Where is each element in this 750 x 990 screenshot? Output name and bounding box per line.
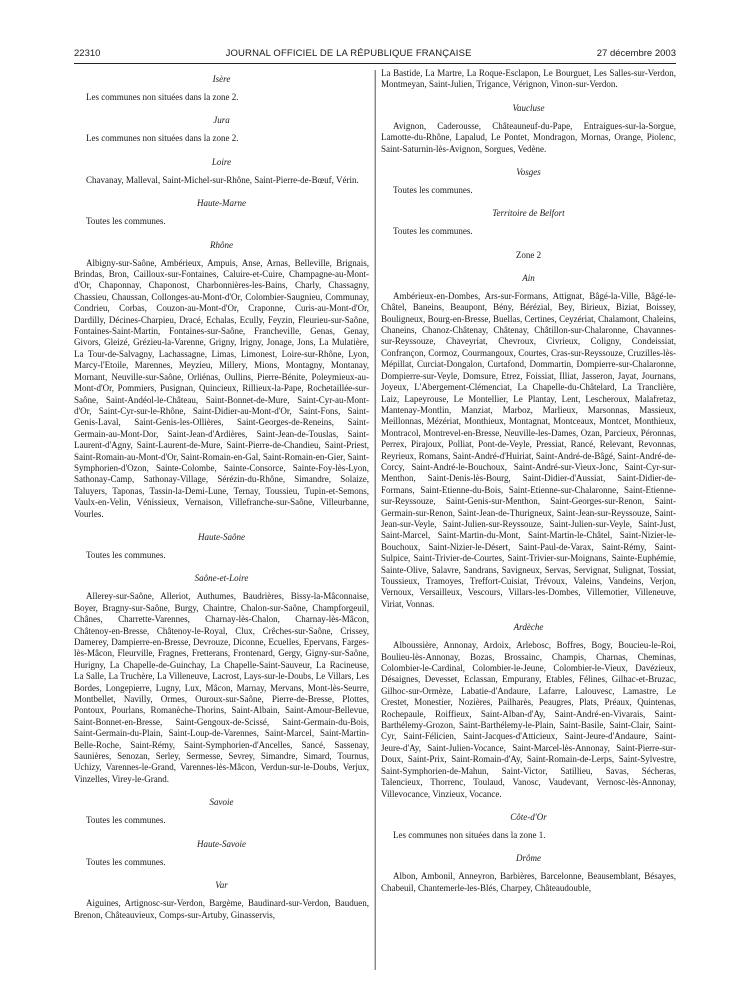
department-heading: Loire [211, 156, 232, 167]
journal-title: JOURNAL OFFICIEL DE LA RÉPUBLIQUE FRANÇAISE [225, 48, 472, 59]
department-heading: Côte-d'Or [510, 811, 547, 822]
department-section-territoire-de-belfort [381, 208, 676, 237]
department-section-ardeche [381, 622, 676, 800]
department-section-saone-et-loire [74, 573, 369, 785]
commune-list: Les communes non situées dans la zone 2. [86, 133, 239, 144]
issue-date: 27 décembre 2003 [596, 48, 676, 59]
department-heading: Savoie [209, 797, 234, 808]
continued-paragraph: La Bastide, La Martre, La Roque-Esclapon, Le Bourguet, Les Salles-sur-Verdon, Montmeyan, Saint-Julien, Trigance, Vérignon, Vinon-sur-Verdon. [381, 68, 676, 90]
commune-list: Toutes les communes. [393, 226, 473, 237]
commune-list: Alboussière, Annonay, Ardoix, Arlebosc, Boffres, Bogy, Boucieu-le-Roi, Boulieu-lès-Annonay, Bozas, Brossainc, Champis, Charnas, Cheminas, Colombier-le-Cardinal, Colombier-le-Jeune, Colombier-le-Vieux, Davézieux, Désaignes, Devesset, Eclassan, Empurany, Etables, Félines, Gilhac-et-Bruzac, Gilhoc-sur-Ormèze, Labatie-d'Andaure, Lafarre, Lalouvesc, Lamastre, Le Crestet, Monestier, Nozières, Pailharès, Peaugres, Plats, Préaux, Quintenas, Rochepaule, Roiffieux, Saint-Alban-d'Ay, Saint-André-en-Vivarais, Saint-Barthélemy-Grozon, Saint-Barthélemy-le-Plain, Saint-Basile, Saint-Clair, Saint-Cyr, Saint-Félicien, Saint-Jacques-d'Atticieux, Saint-Jeure-d'Andaure, Saint-Jeure-d'Ay, Saint-Julien-Vocance, Saint-Marcel-lès-Annonay, Saint-Pierre-sur-Doux, Saint-Prix, Saint-Romain-d'Ay, Saint-Romain-de-Lerps, Saint-Sylvestre, Saint-Symphorien-de-Mahun, Saint-Victor, Satillieu, Savas, Sécheras, Talencieux, Thorrenc, Toulaud, Vanosc, Vaudevant, Vernosc-lès-Annonay, Villevocance, Vinzieux, Vocance. [381, 640, 676, 799]
department-section-vosges [381, 167, 676, 196]
department-section-loire [74, 157, 369, 186]
department-heading: Vaucluse [512, 102, 545, 113]
department-heading: Isère [212, 74, 231, 84]
right-column [381, 68, 676, 921]
department-heading: Drôme [516, 853, 541, 864]
department-section-haute-marne [74, 198, 369, 227]
department-section-rhone [74, 240, 369, 520]
department-section-vaucluse [381, 103, 676, 155]
department-heading: Haute-Marne [197, 198, 246, 209]
department-heading: Ardèche [513, 622, 544, 633]
page-header [74, 48, 676, 64]
department-section-jura [74, 115, 369, 144]
commune-list: Albon, Ambonil, Anneyron, Barbières, Barcelonne, Beausemblant, Bésayes, Chabeuil, Chantemerle-les-Blés, Charpey, Châteaudouble, [381, 871, 676, 893]
department-heading: Haute-Savoie [197, 838, 246, 849]
department-section-isere [74, 74, 369, 103]
commune-list: Les communes non situées dans la zone 1. [393, 829, 546, 840]
department-section-zone-2 [381, 250, 676, 261]
commune-list: Les communes non situées dans la zone 2. [86, 92, 239, 102]
commune-list: Ambérieux-en-Dombes, Ars-sur-Formans, Attignat, Bâgé-la-Ville, Bâgé-le-Châtel, Baneins, Beaupont, Bény, Bérézial, Bey, Birieux, Biziat, Boissey, Bouligneux, Bourg-en-Bresse, Buellas, Certines, Ceyzériat, Chalamont, Chaleins, Chaneins, Chanoz-Châtenay, Châtenay, Châtillon-sur-Chalaronne, Chavannes-sur-Reyssouze, Chaveyriat, Chevroux, Civrieux, Coligny, Condeissiat, Confrançon, Cormoz, Courmangoux, Courtes, Cras-sur-Reyssouze, Cruzilles-lès-Mépillat, Curciat-Dongalon, Curtafond, Dommartin, Dompierre-sur-Chalaronne, Dompierre-sur-Veyle, Domsure, Etrez, Foissiat, Illiat, Jasseron, Jayat, Journans, Joyeux, L'Abergement-Clémenciat, La Chapelle-du-Châtelard, La Tranclière, Laiz, Lapeyrouse, Le Montellier, Le Plantay, Lent, Lescheroux, Malafretaz, Mantenay-Montlin, Manziat, Marboz, Marlieux, Marsonnas, Massieux, Meillonnas, Mézériat, Monthieux, Montagnat, Montceaux, Montcet, Monthieux, Montracol, Montrevel-en-Bresse, Neuville-les-Dames, Ozan, Parcieux, Péronnas, Perrex, Pirajoux, Polliat, Pont-de-Veyle, Pressiat, Rancé, Relevant, Revonnas, Reyrieux, Romans, Saint-André-d'Huiriat, Saint-André-de-Bâgé, Saint-André-de-Corcy, Saint-André-le-Bouchoux, Saint-André-sur-Vieux-Jonc, Saint-Cyr-sur-Menthon, Saint-Denis-lès-Bourg, Saint-Didier-d'Aussiat, Saint-Didier-de-Formans, Saint-Etienne-du-Bois, Saint-Etienne-sur-Chalaronne, Saint-Etienne-sur-Reyssouze, Saint-Genis-sur-Menthon, Saint-Georges-sur-Renon, Saint-Germain-sur-Renon, Saint-Jean-de-Thurigneux, Saint-Jean-sur-Reyssouze, Saint-Jean-sur-Veyle, Saint-Julien-sur-Reyssouze, Saint-Julien-sur-Veyle, Saint-Just, Saint-Marcel, Saint-Martin-du-Mont, Saint-Martin-le-Châtel, Saint-Nizier-le-Bouchoux, Saint-Nizier-le-Désert, Saint-Paul-de-Varax, Saint-Rémy, Saint-Sulpice, Saint-Trivier-de-Courtes, Saint-Trivier-sur-Moignans, Sainte-Euphémie, Sainte-Olive, Salavre, Sandrans, Savigneux, Servas, Servignat, Sulignat, Tossiat, Toussieux, Tramoyes, Treffort-Cuisiat, Trévoux, Valeins, Vandeins, Verjon, Vernoux, Versailleux, Vescours, Villars-les-Dombes, Villemotier, Villeneuve, Viriat, Vonnas. [381, 290, 676, 609]
department-section-cote-d-or [381, 812, 676, 841]
commune-list: Toutes les communes. [393, 185, 473, 196]
page-number: 22310 [74, 48, 101, 59]
department-heading: Rhône [210, 239, 233, 250]
commune-list: Allerey-sur-Saône, Alleriot, Authumes, Baudrières, Bissy-la-Mâconnaise, Boyer, Bragny-sur-Saône, Burgy, Chaintre, Chalon-sur-Saône, Champforgeuil, Chânes, Charrette-Varennes, Charnay-lès-Chalon, Charnay-lès-Mâcon, Châtenoy-en-Bresse, Châtenoy-le-Royal, Clux, Crêches-sur-Saône, Crissey, Damerey, Dampierre-en-Bresse, Devrouze, Diconne, Ecuelles, Epervans, Farges-lès-Mâcon, Fleurville, Fragnes, Fretterans, Frontenard, Gergy, Gigny-sur-Saône, Hurigny, La Chapelle-de-Guinchay, La Chapelle-Saint-Sauveur, La Racineuse, La Salle, La Truchère, La Villeneuve, Lacrost, Lays-sur-le-Doubs, Le Villars, Les Bordes, Longepierre, Lugny, Lux, Mâcon, Marnay, Mervans, Mont-lès-Seurre, Montbellet, Navilly, Ormes, Ouroux-sur-Saône, Pierre-de-Bresse, Plottes, Pontoux, Pourlans, Romanèche-Thorins, Saint-Albain, Saint-Amour-Bellevue, Saint-Bonnet-en-Bresse, Saint-Gengoux-de-Scissé, Saint-Germain-du-Bois, Saint-Germain-du-Plain, Saint-Loup-de-Varennes, Saint-Marcel, Saint-Martin-Belle-Roche, Saint-Rémy, Saint-Symphorien-d'Ancelles, Sancé, Sassenay, Saunières, Senozan, Serley, Sermesse, Sevrey, Simandre, Simard, Tournus, Uchizy, Varennes-le-Grand, Varennes-lès-Mâcon, Verdun-sur-le-Doubs, Verjux, Vinzelles, Virey-le-Grand. [74, 591, 369, 784]
zone-heading: Zone 2 [515, 249, 542, 260]
department-heading: Haute-Saône [198, 531, 245, 542]
commune-list: Chavanay, Malleval, Saint-Michel-sur-Rhône, Saint-Pierre-de-Bœuf, Vérin. [86, 174, 359, 185]
department-section-var [74, 880, 369, 921]
department-section-drome [381, 853, 676, 894]
commune-list: Toutes les communes. [86, 856, 166, 867]
department-section-ain [381, 273, 676, 610]
commune-list: Aiguines, Artignosc-sur-Verdon, Bargème, Baudinard-sur-Verdon, Bauduen, Brenon, Châteauvieux, Comps-sur-Artuby, Ginasservis, [74, 898, 369, 920]
commune-list: Toutes les communes. [86, 549, 166, 560]
department-section-haute-saone [74, 532, 369, 561]
left-column [74, 68, 369, 921]
commune-list: Toutes les communes. [86, 216, 166, 227]
department-heading: Saône-et-Loire [194, 573, 249, 584]
two-column-body [74, 68, 676, 921]
department-heading: Var [215, 880, 228, 891]
commune-list: Toutes les communes. [86, 815, 166, 826]
department-section-savoie [74, 797, 369, 826]
department-section-haute-savoie [74, 839, 369, 868]
department-heading: Vosges [516, 167, 541, 178]
department-heading: Territoire de Belfort [492, 208, 565, 219]
department-heading: Jura [213, 115, 230, 126]
commune-list: Albigny-sur-Saône, Ambérieux, Ampuis, Anse, Arnas, Belleville, Brignais, Brindas, Bron, Cailloux-sur-Fontaines, Caluire-et-Cuire, Champagne-au-Mont-d'Or, Chaponnay, Chaponost, Charbonnières-les-Bains, Charly, Chassagny, Chassieu, Chaussan, Collonges-au-Mont-d'Or, Colombier-Saugnieu, Communay, Condrieu, Corbas, Couzon-au-Mont-d'Or, Craponne, Curis-au-Mont-d'Or, Dardilly, Décines-Charpieu, Dracé, Echalas, Ecully, Feyzin, Fleurieu-sur-Saône, Fontaines-Saint-Martin, Fontaines-sur-Saône, Francheville, Genas, Genay, Givors, Gleizé, Grézieu-la-Varenne, Grigny, Irigny, Jonage, Jons, La Mulatière, La Tour-de-Salvagny, Lachassagne, Limas, Limonest, Loire-sur-Rhône, Lyon, Marcy-l'Etoile, Marennes, Meyzieu, Millery, Mions, Montagny, Montanay, Mornant, Neuville-sur-Saône, Orliénas, Oullins, Pierre-Bénite, Poleymieux-au-Mont-d'Or, Pommiers, Pusignan, Quincieux, Rillieux-la-Pape, Rochetaillée-sur-Saône, Saint-Andéol-le-Château, Saint-Bonnet-de-Mure, Saint-Cyr-au-Mont-d'Or, Saint-Cyr-sur-le-Rhône, Saint-Didier-au-Mont-d'Or, Saint-Fons, Saint-Genis-Laval, Saint-Genis-les-Ollières, Saint-Georges-de-Reneins, Saint-Germain-au-Mont-Dor, Saint-Jean-d'Ardières, Saint-Jean-de-Touslas, Saint-Laurent-d'Agny, Saint-Laurent-de-Mure, Saint-Pierre-de-Chandieu, Saint-Priest, Saint-Romain-au-Mont-d'Or, Saint-Romain-en-Gal, Saint-Romain-en-Gier, Saint-Symphorien-d'Ozon, Sainte-Colombe, Sainte-Consorce, Sainte-Foy-lès-Lyon, Sathonay-Camp, Sathonay-Village, Sérézin-du-Rhône, Simandre, Solaize, Taluyers, Taponas, Tassin-la-Demi-Lune, Ternay, Toussieu, Tupin-et-Semons, Vaulx-en-Velin, Vénissieux, Vernaison, Villefranche-sur-Saône, Villeurbanne, Vourles. [74, 257, 369, 519]
commune-list: Avignon, Caderousse, Châteauneuf-du-Pape, Entraigues-sur-la-Sorgue, Lamotte-du-Rhône, Lapalud, Le Pontet, Mondragon, Mornas, Orange, Piolenc, Saint-Saturnin-lès-Avignon, Sorgues, Vedène. [381, 120, 676, 154]
department-heading: Ain [522, 272, 535, 283]
